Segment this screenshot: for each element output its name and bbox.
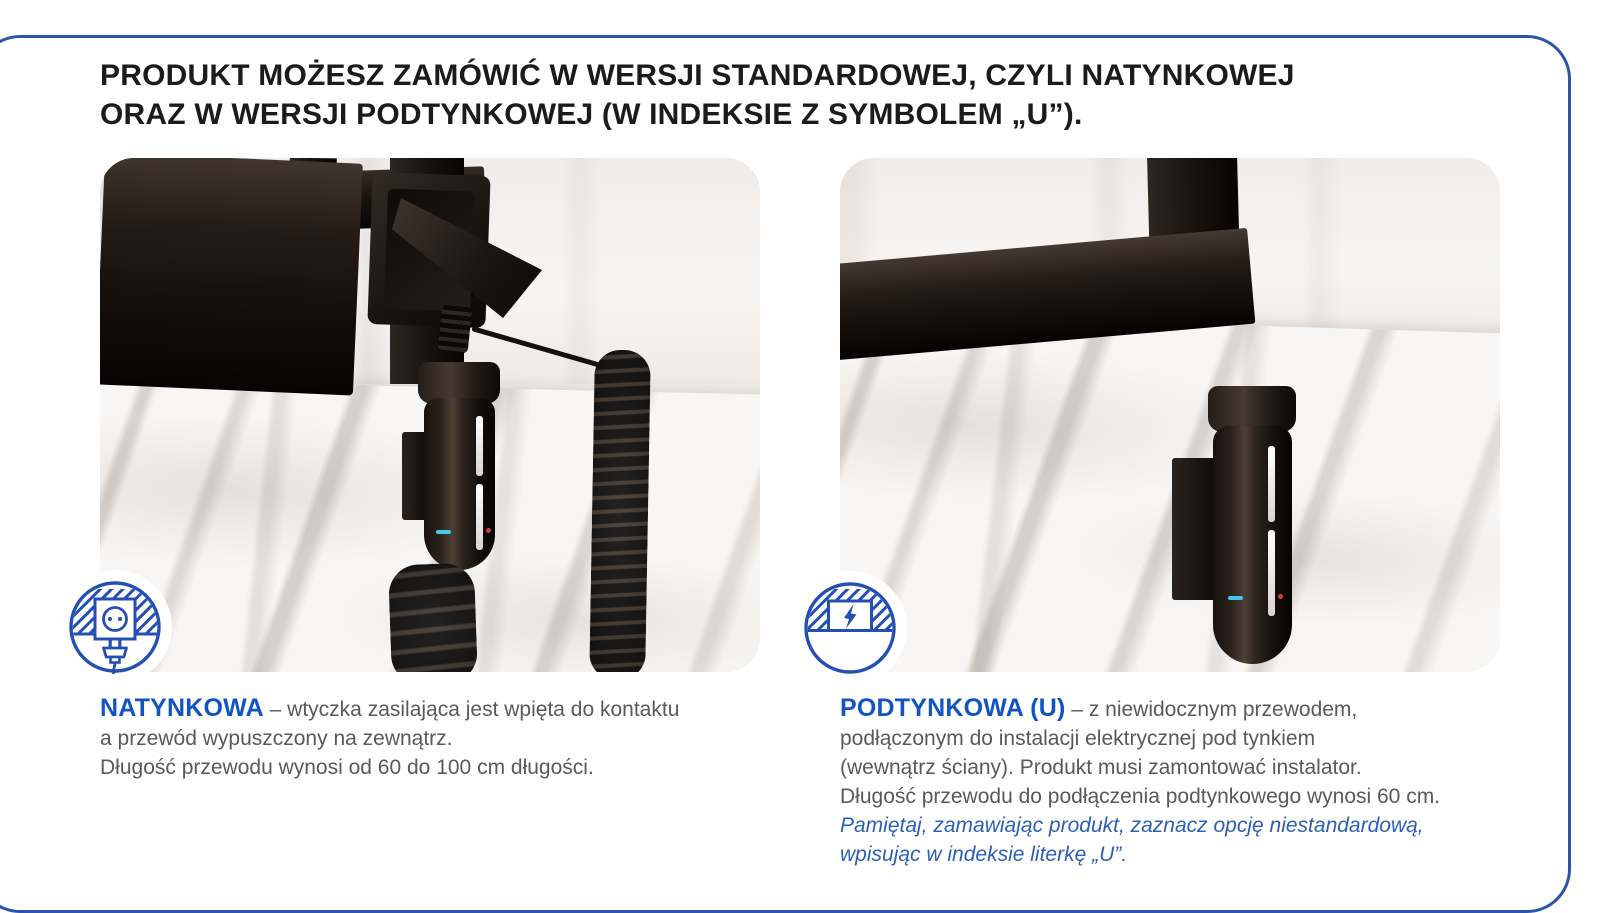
caption-podtynkowa	[840, 694, 1560, 869]
option-desc-intro: – z niewidocznym przewodem,	[1065, 698, 1358, 721]
photo-natynkowa	[100, 158, 760, 672]
caption-line: a przewód wypuszczony na zewnątrz.	[100, 727, 453, 750]
plug-in-socket	[438, 305, 473, 354]
caption-line	[100, 694, 780, 724]
caption-line: podłączonym do instalacji elektrycznej pod tynkiem	[840, 727, 1316, 750]
surface-socket-plug-icon	[58, 570, 172, 684]
caption-natynkowa	[100, 694, 780, 782]
heater-indicator-cyan	[1228, 596, 1243, 600]
coiled-cable	[589, 350, 651, 672]
heater-indicator-red	[1278, 594, 1283, 599]
option-name: NATYNKOWA	[100, 694, 264, 722]
photo-podtynkowa	[840, 158, 1500, 672]
caption-line: Długość przewodu wynosi od 60 do 100 cm długości.	[100, 756, 594, 779]
option-desc-intro: – wtyczka zasilająca jest wpięta do kontaktu	[263, 698, 680, 721]
heater-indicator-cyan	[436, 530, 451, 534]
caption-line: (wewnątrz ściany). Produkt musi zamontować instalator.	[840, 756, 1362, 779]
towel-rail-lower-bar	[100, 158, 363, 396]
wall-bracket	[1172, 458, 1218, 600]
heater-label	[476, 416, 483, 476]
caption-line: Długość przewodu do podłączenia podtynkowego wynosi 60 cm.	[840, 785, 1441, 808]
heater-label	[1268, 446, 1275, 522]
heater-label	[476, 484, 483, 550]
caption-note-line: wpisując w indeksie literkę „U”.	[840, 843, 1128, 866]
coiled-cable	[388, 563, 478, 672]
caption-note-line: Pamiętaj, zamawiając produkt, zaznacz opcję niestandardową,	[840, 814, 1424, 837]
page-title	[100, 56, 1500, 134]
concealed-wiring-lightning-icon	[793, 571, 907, 685]
caption-line	[840, 694, 1560, 724]
marble-wall	[840, 312, 1500, 672]
page-title-line1: PRODUKT MOŻESZ ZAMÓWIĆ W WERSJI STANDARDOWEJ, CZYLI NATYNKOWEJ	[100, 59, 1295, 92]
heater-element	[424, 398, 495, 570]
page-title-line2: ORAZ W WERSJI PODTYNKOWEJ (W INDEKSIE Z SYMBOLEM „U”).	[100, 98, 1083, 131]
heater-indicator-red	[486, 528, 491, 533]
option-name: PODTYNKOWA (U)	[840, 694, 1066, 722]
heater-element	[1213, 426, 1292, 664]
heater-label	[1268, 530, 1275, 616]
